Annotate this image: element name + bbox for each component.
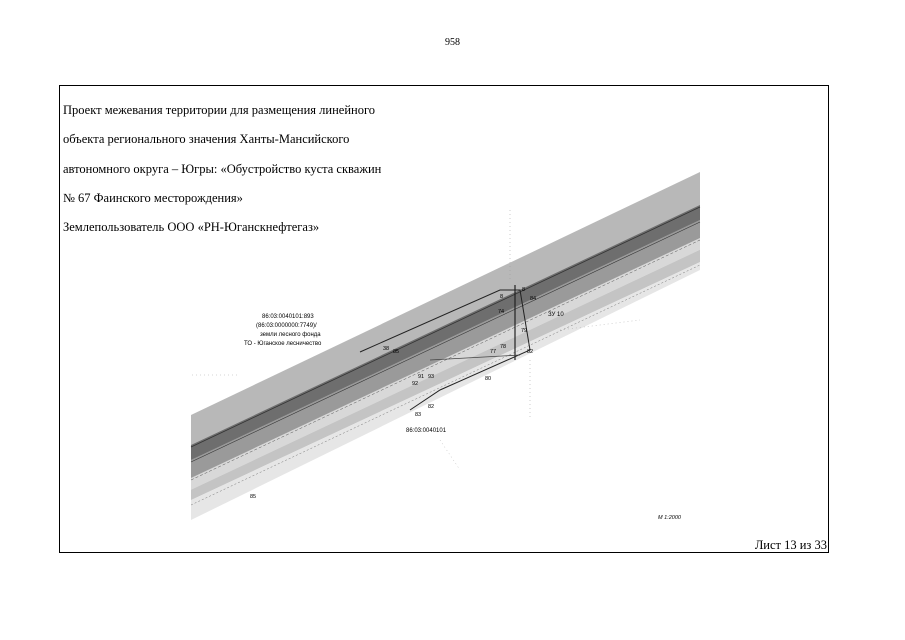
parcel-cadastral-number: 86:03:0040101:893 <box>262 314 314 320</box>
page-number: 958 <box>445 37 460 48</box>
point-label: 93 <box>428 374 435 380</box>
title-line-3: автономного округа – Югры: «Обустройство куста скважин <box>63 161 382 176</box>
road-lower-stripe <box>191 250 700 500</box>
point-label: 77 <box>490 349 497 355</box>
point-label: 83 <box>415 412 422 418</box>
title-line-1: Проект межевания территории для размещения линейного <box>63 102 376 117</box>
point-label: 92 <box>412 381 419 387</box>
sheet-number-label: Лист 13 из 33 <box>754 538 827 552</box>
point-label: 78 <box>500 344 507 350</box>
guide-line <box>440 440 460 470</box>
title-line-4: № 67 Фаинского месторождения» <box>63 190 243 205</box>
point-label: 84 <box>530 296 537 302</box>
point-label: 85 <box>250 494 257 500</box>
point-label: 74 <box>498 309 505 315</box>
point-label: 80 <box>485 376 492 382</box>
scale-label: М 1:2000 <box>658 515 681 521</box>
point-label: 38 <box>383 346 390 352</box>
parcel-alt-number: (86:03:0000000:7749)/ <box>256 323 317 329</box>
title-line-2: объекта регионального значения Ханты-Мансийского <box>63 132 350 147</box>
quarter-number: 86:03:0040101 <box>406 428 447 434</box>
parcel-forestry: ТО - Юганское лесничество <box>244 341 322 347</box>
road-mid-band <box>191 220 700 478</box>
point-label: 8 <box>500 294 504 300</box>
road-light-stripe <box>191 238 700 490</box>
point-label: 82 <box>428 404 435 410</box>
point-label: 82 <box>527 349 534 355</box>
point-label: 8 <box>522 287 526 293</box>
land-user-line: Землепользователь ООО «РН-Юганскнефтегаз» <box>63 220 320 235</box>
parcel-zu-label: ЗУ 10 <box>548 312 564 318</box>
point-label: 91 <box>418 374 425 380</box>
parcel-land-category: земли лесного фонда <box>260 332 321 338</box>
point-label: 79 <box>521 328 528 334</box>
point-label: 85 <box>393 349 400 355</box>
